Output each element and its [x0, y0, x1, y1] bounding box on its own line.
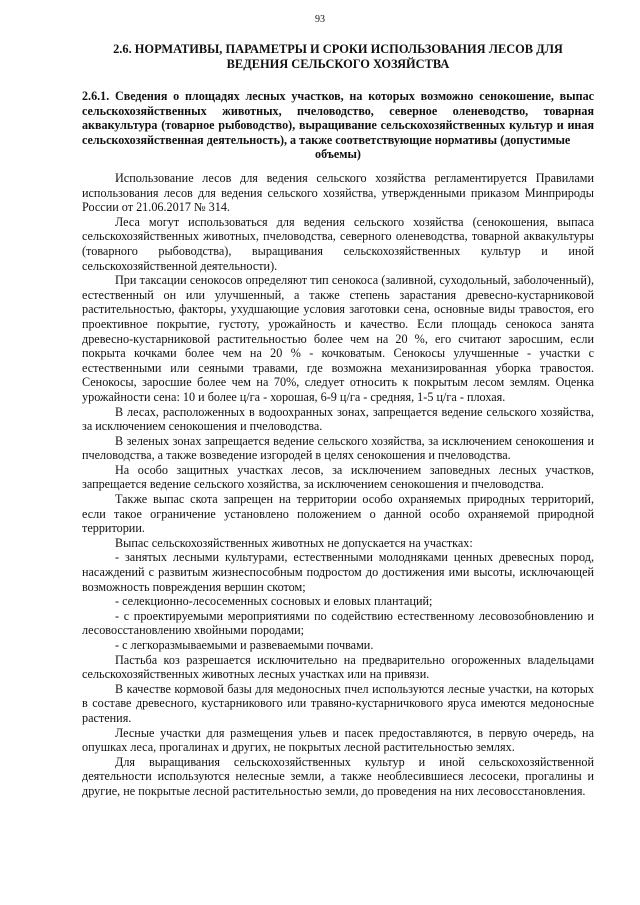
- list-item: - с проектируемыми мероприятиями по содействию естественному лесовозобновлению и лесовосстановлению хвойными породами;: [82, 608, 594, 638]
- paragraph: Леса могут использоваться для ведения сельского хозяйства (сенокошения, выпаса сельскохозяйственных животных, пчеловодства, северного оленеводства, товарной аквакультуры (товарного рыбоводства), выращивания сельскохозяйственных культур и иной сельскохозяйственной деятельности).: [82, 214, 594, 273]
- list-item: - с легкоразмываемыми и развеваемыми почвами.: [115, 638, 374, 652]
- paragraph: Для выращивания сельскохозяйственных культур и иной сельскохозяйственной деятельности используются нелесные земли, а также необлесившиеся лесосеки, прогалины и другие, не покрытые лесной растительностью земли, до проведения на них лесовосстановления.: [82, 754, 594, 798]
- subsection-heading-tail: объемы): [315, 147, 361, 161]
- list-item: - занятых лесными культурами, естественными молодняками ценных древесных пород, насаждений с развитым жизнеспособным подростом до достижения ими высоты, исключающей возможность повреждения вершин скотом;: [82, 550, 594, 594]
- paragraph: При таксации сенокосов определяют тип сенокоса (заливной, суходольный, заболоченный), естественный он или улучшенный, а также степень зарастания древесно-кустарниковой растительностью, факторы, ухудшающие условия заготовки сена, основные виды травостоя, его проективное покрытие, густоту, урожайность и качество. Если площадь сенокоса занята древесно-кустарниковой растительностью более чем на 20 %, его считают заросшим, если покрыта кочками более чем на 20 % - кочковатым. Сенокосы улучшенные - участки с естественными или сеяными травами, где возможна механизированная уборка травостоя. Сенокосы, заросшие более чем на 70%, следует относить к покрытым лесом землям. Оценка урожайности сена: 10 и более ц/га - хорошая, 6-9 ц/га - средняя, 1-5 ц/га - плохая.: [82, 273, 594, 404]
- page-number: 93: [315, 14, 325, 25]
- paragraph: Лесные участки для размещения ульев и пасек предоставляются, в первую очередь, на опушках леса, прогалинах и других, не покрытых лесной растительностью землях.: [82, 725, 594, 755]
- section-heading: 2.6. НОРМАТИВЫ, ПАРАМЕТРЫ И СРОКИ ИСПОЛЬЗОВАНИЯ ЛЕСОВ ДЛЯ ВЕДЕНИЯ СЕЛЬСКОГО ХОЗЯЙСТВА: [113, 42, 563, 71]
- paragraph: В качестве кормовой базы для медоносных пчел используются лесные участки, на которых в составе древесного, кустарникового или травяно-кустарничкового яруса имеются медоносные растения.: [82, 681, 594, 725]
- paragraph: На особо защитных участках лесов, за исключением заповедных лесных участков, запрещается ведение сельского хозяйства, за исключением сенокошения и пчеловодства.: [82, 462, 594, 492]
- paragraph: В зеленых зонах запрещается ведение сельского хозяйства, за исключением сенокошения и пчеловодства, а также возведение изгородей в целях сенокошения и пчеловодства.: [82, 433, 594, 463]
- paragraph: Выпас сельскохозяйственных животных не допускается на участках:: [115, 535, 473, 550]
- paragraph: В лесах, расположенных в водоохранных зонах, запрещается ведение сельского хозяйства, за исключением сенокошения и пчеловодства.: [82, 404, 594, 434]
- subsection-heading: [82, 89, 594, 162]
- paragraph: Пастьба коз разрешается исключительно на предварительно огороженных владельцами сельскохозяйственных животных лесных участках или на привязи.: [82, 652, 594, 682]
- paragraph: Также выпас скота запрещен на территории особо охраняемых природных территорий, если такое ограничение установлено положением о данной особо охраняемой природной территории.: [82, 492, 594, 536]
- body-text: [82, 171, 594, 799]
- list-item: - селекционно-лесосеменных сосновых и еловых плантаций;: [115, 594, 433, 609]
- subsection-heading-text: 2.6.1. Сведения о площадях лесных участков, на которых возможно сенокошение, выпас сельскохозяйственных животных, пчеловодство, северное оленеводство, товарная аквакультура (товарное рыбоводство), выращивание сельскохозяйственных культур и иная сельскохозяйственная деятельность), а также соответствующие нормативы (допустимые: [82, 89, 594, 147]
- paragraph: Использование лесов для ведения сельского хозяйства регламентируется Правилами использования лесов для ведения сельского хозяйства, утвержденными приказом Минприроды России от 21.06.2017 № 314.: [82, 171, 594, 215]
